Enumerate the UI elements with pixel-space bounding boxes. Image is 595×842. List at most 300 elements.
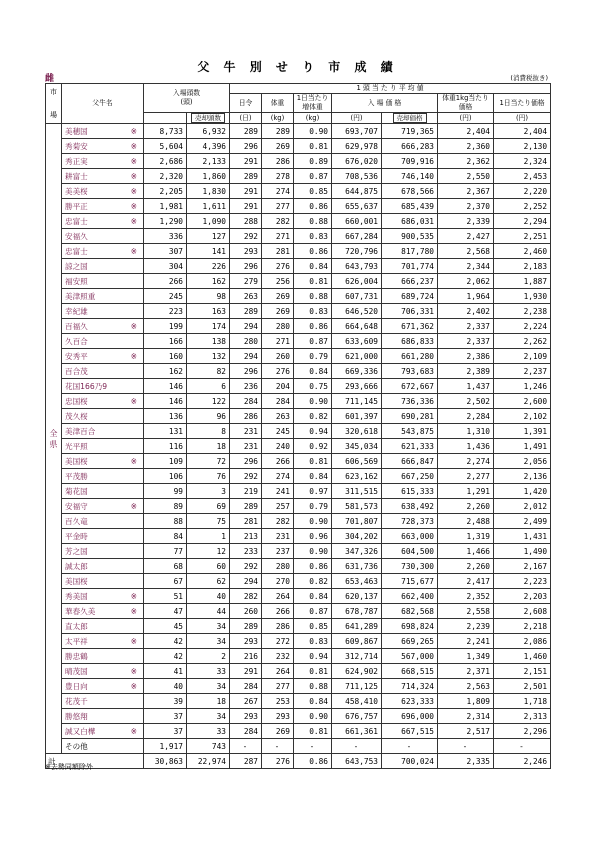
cell-pd: 2,012 (494, 499, 551, 514)
cell-c1: 245 (144, 289, 187, 304)
cell-pd: 2,102 (494, 409, 551, 424)
sire-name: 秀美国 (65, 591, 88, 601)
sire-name-cell (62, 739, 144, 754)
table-row (46, 154, 551, 169)
cell-dg: 0.92 (294, 439, 332, 454)
cell-pd: 2,600 (494, 394, 551, 409)
sire-name: 菊花国 (65, 486, 88, 496)
cell-pd: 2,056 (494, 454, 551, 469)
cell-dg: 0.89 (294, 154, 332, 169)
cell-c1: 162 (144, 364, 187, 379)
cell-age: 291 (230, 154, 262, 169)
sire-name: 平金時 (65, 531, 88, 541)
sire-name: 花茂千 (65, 696, 88, 706)
cell-pr: 660,001 (332, 214, 382, 229)
sire-name-cell (62, 529, 144, 544)
cell-c1: 2,320 (144, 169, 187, 184)
cell-c1: 2,205 (144, 184, 187, 199)
cell-pr: - (332, 739, 382, 754)
sire-name: 勝悠翔 (65, 711, 88, 721)
cell-c2: 1 (187, 529, 230, 544)
cell-sp: 623,333 (382, 694, 438, 709)
cell-c1: 199 (144, 319, 187, 334)
cell-wt: 281 (262, 244, 294, 259)
cell-pd: 1,460 (494, 649, 551, 664)
cell-c1: 67 (144, 574, 187, 589)
cell-pr: 293,666 (332, 379, 382, 394)
cell-sp: 730,300 (382, 559, 438, 574)
cell-pr: 304,202 (332, 529, 382, 544)
cell-sp: 661,280 (382, 349, 438, 364)
cell-c1: 39 (144, 694, 187, 709)
cell-age: 289 (230, 169, 262, 184)
cell-age: 281 (230, 514, 262, 529)
sire-name-cell (62, 484, 144, 499)
sire-name-cell (62, 619, 144, 634)
cell-pr: 631,736 (332, 559, 382, 574)
cell-c2: 4,396 (187, 139, 230, 154)
price-header: 入 場 価 格 (332, 94, 438, 113)
sire-name: 百合茂 (65, 366, 88, 376)
table-row (46, 424, 551, 439)
cell-pk: 2,389 (438, 364, 494, 379)
cell-dg: 0.90 (294, 709, 332, 724)
cell-pr: 601,397 (332, 409, 382, 424)
sire-name: 美美桜 (65, 186, 88, 196)
cell-c2: 6 (187, 379, 230, 394)
cell-pk: 2,563 (438, 679, 494, 694)
cell-c2: 34 (187, 709, 230, 724)
cell-wt: 282 (262, 514, 294, 529)
cell-c2: 226 (187, 259, 230, 274)
exclusion-mark: ※ (130, 456, 137, 466)
cell-wt: 264 (262, 589, 294, 604)
cell-c1: 41 (144, 664, 187, 679)
cell-pk: 1,310 (438, 424, 494, 439)
cell-sp: 689,724 (382, 289, 438, 304)
cell-age: 293 (230, 709, 262, 724)
cell-pr: 347,326 (332, 544, 382, 559)
cell-sp: 666,283 (382, 139, 438, 154)
table-row (46, 649, 551, 664)
sire-name-cell (62, 649, 144, 664)
cell-pk: 1,964 (438, 289, 494, 304)
cell-c2: 2 (187, 649, 230, 664)
cell-c2: 72 (187, 454, 230, 469)
cell-dg: 0.81 (294, 724, 332, 739)
table-row (46, 409, 551, 424)
cell-sp: 621,333 (382, 439, 438, 454)
cell-age: 293 (230, 244, 262, 259)
cell-sp: 746,140 (382, 169, 438, 184)
sire-name: 勝平正 (65, 201, 88, 211)
cell-pk: 2,517 (438, 724, 494, 739)
cell-wt: 257 (262, 499, 294, 514)
cell-dg: 0.86 (294, 244, 332, 259)
table-row (46, 589, 551, 604)
table-body (46, 124, 551, 769)
cell-dg: 0.79 (294, 499, 332, 514)
cell-dg: 0.84 (294, 364, 332, 379)
cell-dg: 0.96 (294, 529, 332, 544)
sire-name-cell (62, 634, 144, 649)
total-row (46, 754, 551, 769)
cell-age: 280 (230, 334, 262, 349)
table-row (46, 184, 551, 199)
sire-name: 華春久美 (65, 606, 96, 616)
cell-c1: 116 (144, 439, 187, 454)
cell-wt: 282 (262, 214, 294, 229)
cell-pk: 2,062 (438, 274, 494, 289)
cell-c1: 146 (144, 394, 187, 409)
exclusion-mark: ※ (130, 246, 137, 256)
cell-pr: 701,807 (332, 514, 382, 529)
cell-c2: 132 (187, 349, 230, 364)
cell-pk: 2,370 (438, 199, 494, 214)
sire-name-cell (62, 229, 144, 244)
cell-c2: 69 (187, 499, 230, 514)
cell-pk: 2,352 (438, 589, 494, 604)
cell-age: 213 (230, 529, 262, 544)
cell-age: 289 (230, 499, 262, 514)
total-pd: 2,246 (494, 754, 551, 769)
exclusion-mark: ※ (130, 636, 137, 646)
head-count-label: 入場頭数 (172, 89, 201, 97)
cell-c1: 40 (144, 679, 187, 694)
cell-sp: 667,515 (382, 724, 438, 739)
cell-age: 284 (230, 724, 262, 739)
cell-sp: 662,400 (382, 589, 438, 604)
head-unit-label: (頭) (180, 98, 193, 106)
table-row (46, 634, 551, 649)
cell-dg: 0.88 (294, 214, 332, 229)
cell-pd: 1,887 (494, 274, 551, 289)
cell-age: 286 (230, 409, 262, 424)
sire-name: 美津百合 (65, 426, 96, 436)
cell-pd: 2,608 (494, 604, 551, 619)
cell-c2: 40 (187, 589, 230, 604)
cell-wt: 270 (262, 574, 294, 589)
cell-sp: 615,333 (382, 484, 438, 499)
cell-dg: 0.90 (294, 394, 332, 409)
cell-age: 231 (230, 439, 262, 454)
cell-sp: 682,568 (382, 604, 438, 619)
cell-pk: 1,809 (438, 694, 494, 709)
cell-c1: 2,686 (144, 154, 187, 169)
cell-dg: 0.75 (294, 379, 332, 394)
head-count-header (144, 84, 230, 113)
cell-c1: 136 (144, 409, 187, 424)
cell-age: 291 (230, 184, 262, 199)
cell-pk: 2,362 (438, 154, 494, 169)
sire-name: 美津照重 (65, 291, 96, 301)
cell-c1: 84 (144, 529, 187, 544)
exclusion-mark: ※ (130, 141, 137, 151)
sire-header: 父牛名 (62, 84, 144, 124)
sire-name-cell (62, 274, 144, 289)
cell-pk: 2,404 (438, 124, 494, 139)
sold-price-label: 売却価格 (393, 113, 427, 123)
sire-name: 秀正実 (65, 156, 88, 166)
cell-pr: 676,020 (332, 154, 382, 169)
sire-name: 誠太郎 (65, 561, 88, 571)
cell-pk: 2,337 (438, 334, 494, 349)
sire-name: 福安照 (65, 276, 88, 286)
cell-dg: 0.85 (294, 619, 332, 634)
table-row (46, 544, 551, 559)
cell-dg: 0.81 (294, 274, 332, 289)
cell-dg: 0.79 (294, 349, 332, 364)
exclusion-mark: ※ (130, 606, 137, 616)
cell-wt: 280 (262, 319, 294, 334)
city-label: 市 (50, 87, 57, 96)
cell-pd: 2,109 (494, 349, 551, 364)
cell-pr: 667,284 (332, 229, 382, 244)
cell-c2: 122 (187, 394, 230, 409)
cell-pk: 2,337 (438, 319, 494, 334)
cell-sp: 678,566 (382, 184, 438, 199)
sire-name-cell (62, 724, 144, 739)
cell-c1: 146 (144, 379, 187, 394)
cell-wt: 276 (262, 259, 294, 274)
cell-age: 294 (230, 574, 262, 589)
cell-c2: 12 (187, 544, 230, 559)
table-row (46, 604, 551, 619)
cell-pk: 2,568 (438, 244, 494, 259)
region-cell: 全 県 (46, 124, 62, 754)
cell-c1: 37 (144, 724, 187, 739)
cell-c1: 42 (144, 649, 187, 664)
cell-dg: 0.86 (294, 319, 332, 334)
cell-pd: 1,431 (494, 529, 551, 544)
cell-wt: 271 (262, 229, 294, 244)
cell-c1: 1,917 (144, 739, 187, 754)
sire-name-cell (62, 499, 144, 514)
table-row (46, 664, 551, 679)
cell-age: 236 (230, 379, 262, 394)
weight-header: 体重 (262, 94, 294, 113)
cell-c2: 743 (187, 739, 230, 754)
cell-pr: 708,536 (332, 169, 382, 184)
cell-sp: 696,000 (382, 709, 438, 724)
cell-pd: 2,294 (494, 214, 551, 229)
sire-name-cell (62, 304, 144, 319)
cell-sp: 567,000 (382, 649, 438, 664)
cell-pr: 653,463 (332, 574, 382, 589)
sire-name-cell (62, 124, 144, 139)
cell-age: 292 (230, 229, 262, 244)
cell-sp: 686,031 (382, 214, 438, 229)
cell-sp: 698,824 (382, 619, 438, 634)
cell-c1: 106 (144, 469, 187, 484)
cell-wt: - (262, 739, 294, 754)
exclusion-mark: ※ (130, 396, 137, 406)
cell-wt: 293 (262, 709, 294, 724)
cell-age: 293 (230, 634, 262, 649)
sire-name: 耕富士 (65, 171, 88, 181)
sold-price-header (382, 113, 438, 124)
cell-sp: 669,265 (382, 634, 438, 649)
cell-pk: 2,427 (438, 229, 494, 244)
table-row (46, 394, 551, 409)
sire-name-cell (62, 244, 144, 259)
cell-pd: 2,251 (494, 229, 551, 244)
cell-wt: 231 (262, 529, 294, 544)
cell-c1: 68 (144, 559, 187, 574)
cell-pd: 2,252 (494, 199, 551, 214)
total-wt: 276 (262, 754, 294, 769)
cell-age: 289 (230, 124, 262, 139)
sire-name: 安福久 (65, 231, 88, 241)
cell-wt: 284 (262, 394, 294, 409)
cell-pr: 641,289 (332, 619, 382, 634)
sire-name-cell (62, 544, 144, 559)
cell-pk: 2,239 (438, 619, 494, 634)
cell-c1: 266 (144, 274, 187, 289)
cell-age: 296 (230, 364, 262, 379)
cell-dg: 0.90 (294, 124, 332, 139)
cell-pr: 676,757 (332, 709, 382, 724)
cell-c2: 34 (187, 619, 230, 634)
cell-pd: 1,420 (494, 484, 551, 499)
sire-name-cell (62, 364, 144, 379)
cell-c1: 89 (144, 499, 187, 514)
sire-name-cell (62, 559, 144, 574)
table-row (46, 694, 551, 709)
cell-pd: 2,167 (494, 559, 551, 574)
cell-age: 292 (230, 559, 262, 574)
cell-pk: 1,319 (438, 529, 494, 544)
sire-name: 晴茂国 (65, 666, 88, 676)
cell-age: 296 (230, 139, 262, 154)
sire-name: 幸紀雄 (65, 306, 88, 316)
cell-c1: 223 (144, 304, 187, 319)
sire-name-cell (62, 604, 144, 619)
cell-pk: 2,360 (438, 139, 494, 154)
cell-pd: 2,296 (494, 724, 551, 739)
cell-c2: 18 (187, 439, 230, 454)
cell-pk: 2,488 (438, 514, 494, 529)
cell-pk: 2,339 (438, 214, 494, 229)
per-day-header: 1日当たり価格 (494, 94, 551, 113)
per-kg-header: 体重1kg当たり価格 (438, 94, 494, 113)
cell-dg: 0.81 (294, 454, 332, 469)
cell-age: 289 (230, 619, 262, 634)
cell-sp: 671,362 (382, 319, 438, 334)
cell-pr: 669,336 (332, 364, 382, 379)
total-c2: 22,974 (187, 754, 230, 769)
cell-pd: 2,313 (494, 709, 551, 724)
city-place-header (46, 84, 62, 124)
sire-name-cell (62, 394, 144, 409)
exclusion-mark: ※ (130, 171, 137, 181)
table-row (46, 214, 551, 229)
cell-pd: 2,130 (494, 139, 551, 154)
sire-name-cell (62, 664, 144, 679)
cell-age: 263 (230, 289, 262, 304)
price-unit: (円) (332, 113, 382, 124)
cell-pd: 2,220 (494, 184, 551, 199)
table-row (46, 439, 551, 454)
cell-c2: 2,133 (187, 154, 230, 169)
sire-name-cell (62, 469, 144, 484)
sire-name: 太平祥 (65, 636, 88, 646)
cell-age: 292 (230, 469, 262, 484)
cell-pk: 1,436 (438, 439, 494, 454)
cell-sp: 663,000 (382, 529, 438, 544)
cell-wt: 286 (262, 619, 294, 634)
avg-group-header: 1 頭 当 た り 平 均 値 (230, 84, 551, 94)
total-sp: 700,024 (382, 754, 438, 769)
cell-pd: 2,237 (494, 364, 551, 379)
cell-age: 233 (230, 544, 262, 559)
sire-name: 美国桜 (65, 576, 88, 586)
cell-wt: 245 (262, 424, 294, 439)
cell-c1: 45 (144, 619, 187, 634)
cell-dg: 0.90 (294, 544, 332, 559)
cell-c2: 33 (187, 664, 230, 679)
cell-c2: 1,611 (187, 199, 230, 214)
cell-sp: 672,667 (382, 379, 438, 394)
sire-name: 美国桜 (65, 456, 88, 466)
cell-pd: 2,324 (494, 154, 551, 169)
cell-c2: 1,860 (187, 169, 230, 184)
cell-wt: 286 (262, 154, 294, 169)
table-row (46, 259, 551, 274)
total-pk: 2,335 (438, 754, 494, 769)
sire-name: 安福守 (65, 501, 88, 511)
cell-sp: 666,847 (382, 454, 438, 469)
cell-c1: 131 (144, 424, 187, 439)
cell-wt: 241 (262, 484, 294, 499)
cell-c2: 98 (187, 289, 230, 304)
cell-sp: 817,780 (382, 244, 438, 259)
sire-name-cell (62, 694, 144, 709)
cell-pk: 2,260 (438, 559, 494, 574)
cell-pr: 620,137 (332, 589, 382, 604)
cell-pk: 2,550 (438, 169, 494, 184)
exclusion-mark: ※ (130, 666, 137, 676)
page-title: 父 牛 別 せ り 市 成 績 (197, 60, 398, 74)
cell-wt: 269 (262, 304, 294, 319)
cell-dg: 0.83 (294, 634, 332, 649)
table-row (46, 289, 551, 304)
cell-c2: 76 (187, 469, 230, 484)
cell-c2: 75 (187, 514, 230, 529)
cell-age: 267 (230, 694, 262, 709)
cell-age: 284 (230, 394, 262, 409)
cell-sp: 715,677 (382, 574, 438, 589)
cell-pd: 2,238 (494, 304, 551, 319)
cell-c1: 99 (144, 484, 187, 499)
tax-note: (消費税抜き) (510, 74, 548, 82)
table-row (46, 619, 551, 634)
cell-pk: - (438, 739, 494, 754)
cell-pd: 2,136 (494, 469, 551, 484)
cell-c1: 47 (144, 604, 187, 619)
cell-wt: 204 (262, 379, 294, 394)
sire-name-cell (62, 514, 144, 529)
cell-pk: 2,367 (438, 184, 494, 199)
cell-age: 260 (230, 604, 262, 619)
cell-c1: 304 (144, 259, 187, 274)
cell-sp: 685,439 (382, 199, 438, 214)
cell-dg: 0.86 (294, 559, 332, 574)
total-label: 計 (46, 754, 144, 769)
table-row (46, 709, 551, 724)
total-age: 287 (230, 754, 262, 769)
exclusion-mark: ※ (130, 201, 137, 211)
